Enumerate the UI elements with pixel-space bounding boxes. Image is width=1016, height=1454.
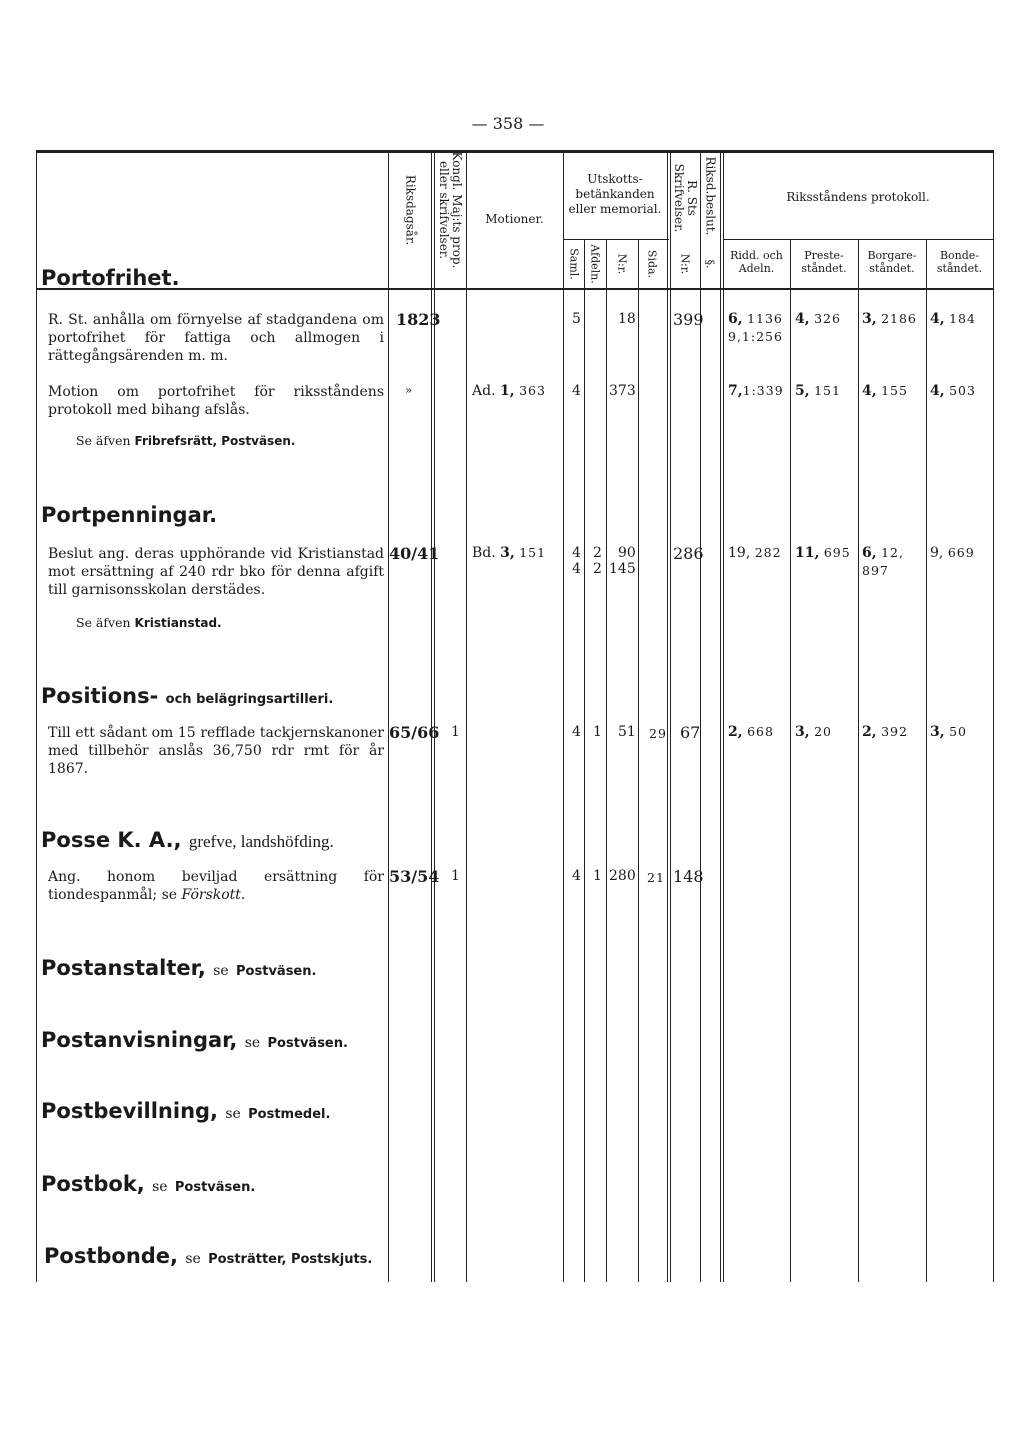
heading-postanvisningar: Postanvisningar, se Postväsen. (41, 1028, 348, 1052)
top-rule (36, 150, 994, 153)
entry-description: Till ett sådant om 15 refflade tackjernskanoner med tillbehör anslås 36,750 rdr rmt för år 1867. (48, 725, 384, 777)
rsts-cell: 148 (673, 867, 704, 886)
see-link[interactable]: Postmedel. (248, 1107, 331, 1122)
subheader-saml: Saml. (567, 248, 581, 280)
subheader-sida: Sida. (645, 249, 659, 279)
see-link[interactable]: Postväsen. (236, 964, 317, 979)
saml-cell: 4 (572, 868, 581, 884)
saml-cell: 5 (572, 311, 581, 327)
see-link[interactable]: Postväsen. (174, 1180, 256, 1195)
col-line (858, 240, 859, 1282)
col-line (720, 152, 721, 1282)
see-also: Se äfven Fribrefsrätt, Postväsen. (76, 433, 296, 448)
heading-posse: Posse K. A., grefve, landshöfding. (41, 828, 334, 852)
ridd-cell: 6, 1136 (728, 311, 783, 327)
col-line (606, 240, 607, 1282)
bonde-cell: 4, 503 (930, 383, 976, 399)
heading-portofrihet: Portofrihet. (41, 266, 180, 290)
borgare-cell: 4, 155 (862, 383, 908, 399)
see-also-link[interactable]: Kristianstad. (134, 616, 222, 630)
nr-cell: 280 (609, 868, 636, 884)
bonde-cell: 9, 669 (930, 545, 975, 561)
preste-cell: 11, 695 (795, 545, 851, 561)
preste-cell: 5, 151 (795, 383, 841, 399)
afdeln-cell: 1 (593, 724, 602, 740)
heading-postbok: Postbok, se Postväsen. (41, 1172, 256, 1196)
rsts-cell: 67 (680, 723, 701, 742)
col-line (388, 152, 389, 1282)
col-line (638, 240, 639, 1282)
nr-cell: 145 (609, 561, 636, 577)
motion-cell: Ad. 1, 363 (472, 383, 546, 399)
heading-postanstalter: Postanstalter, se Postväsen. (41, 956, 317, 980)
saml-cell: 4 (572, 545, 581, 561)
motion-cell: Bd. 3, 151 (472, 545, 547, 561)
col-line (36, 152, 37, 1282)
subheader-borgare: Borgare- ståndet. (867, 249, 917, 275)
see-also: Se äfven Kristianstad. (76, 615, 222, 630)
subheader-nr: N:r. (615, 253, 629, 275)
borgare-cell: 897 (862, 563, 889, 578)
year-cell: 53/54 (389, 867, 440, 886)
header-riksdbeslut: Riksd.beslut. (703, 156, 718, 236)
ridd-cell: 2, 668 (728, 724, 774, 740)
nr-cell: 51 (618, 724, 636, 740)
borgare-cell: 2, 392 (862, 724, 908, 740)
nr-cell: 90 (618, 545, 636, 561)
col-line (723, 152, 724, 1282)
entry-description: R. St. anhålla om förnyelse af stadgandena om portofrihet för fattiga och allmogen i rättegångsärenden m. m. (48, 312, 384, 364)
col-line (563, 152, 564, 1282)
col-line (926, 240, 927, 1282)
sida-cell: 21 (647, 870, 665, 885)
kongl-cell: 1 (451, 724, 460, 740)
subheader-ridd: Ridd. och Adeln. (730, 249, 783, 275)
kongl-cell: 1 (451, 868, 460, 884)
see-link[interactable]: Postväsen. (267, 1036, 348, 1051)
entry-description: Ang. honom beviljad ersättning för tiondespanmål; se Förskott. (48, 869, 384, 903)
cross-reference[interactable]: Förskott. (181, 887, 246, 903)
header-rsts: R. Sts Skrifvelser. (672, 163, 699, 233)
bonde-cell: 4, 184 (930, 311, 976, 327)
saml-cell: 4 (572, 724, 581, 740)
subheader-afdeln: Afdeln. (588, 244, 602, 284)
subheader-bonde: Bonde- ståndet. (936, 249, 983, 275)
afdeln-cell: 1 (593, 868, 602, 884)
heading-postbevillning: Postbevillning, se Postmedel. (41, 1099, 331, 1123)
ridd-cell: 9,1:256 (728, 329, 783, 344)
col-line (584, 240, 585, 1282)
header-utskotts: Utskotts- betänkanden eller memorial. (568, 172, 662, 216)
rsts-cell: 399 (673, 310, 704, 329)
afdeln-cell: 2 (593, 561, 602, 577)
ridd-cell: 7,1:339 (728, 383, 784, 399)
bonde-cell: 3, 50 (930, 724, 967, 740)
heading-positions: Positions- och belägringsartilleri. (41, 684, 334, 708)
preste-cell: 3, 20 (795, 724, 832, 740)
borgare-cell: 3, 2186 (862, 311, 917, 327)
subheader-preste: Preste- ståndet. (801, 249, 847, 275)
col-line (993, 152, 994, 1282)
ridd-cell: 19, 282 (728, 545, 782, 561)
header-kongl: Kongl. Maj:ts prop. eller skrifvelser. (437, 151, 464, 269)
heading-portpenningar: Portpenningar. (41, 503, 218, 527)
col-line (790, 240, 791, 1282)
year-cell: 1823 (396, 310, 441, 329)
utskotts-subrule (563, 239, 669, 240)
subheader-nr2: N:r. (678, 253, 692, 275)
col-line (667, 152, 668, 1282)
sida-cell: 29 (649, 726, 667, 741)
nr-cell: 18 (618, 311, 636, 327)
see-also-link[interactable]: Fribrefsrätt, Postväsen. (134, 434, 296, 448)
col-line (466, 152, 467, 1282)
col-line (670, 152, 671, 1282)
saml-cell: 4 (572, 561, 581, 577)
afdeln-cell: 2 (593, 545, 602, 561)
entry-description: Motion om portofrihet för riksståndens protokoll med bihang afslås. (48, 384, 384, 418)
header-protokoll: Riksståndens protokoll. (786, 190, 930, 204)
heading-postbonde: Postbonde, se Posträtter, Postskjuts. (44, 1244, 373, 1268)
year-cell: 65/66 (389, 723, 440, 742)
header-motioner: Motioner. (485, 212, 544, 226)
rsts-cell: 286 (673, 544, 704, 563)
header-riksdagsar: Riksdagsår. (403, 174, 418, 246)
borgare-cell: 6, 12, (862, 545, 904, 561)
year-cell: 40/41 (389, 544, 440, 563)
see-link[interactable]: Posträtter, Postskjuts. (208, 1252, 373, 1267)
subheader-paragraph: §. (703, 259, 717, 269)
nr-cell: 373 (609, 383, 636, 399)
entry-description: Beslut ang. deras upphörande vid Kristianstad mot ersättning af 240 rdr bko för denna afgift till garnisonsskolan derstädes. (48, 546, 384, 598)
preste-cell: 4, 326 (795, 311, 841, 327)
year-cell: » (405, 383, 413, 397)
saml-cell: 4 (572, 383, 581, 399)
header-rule (36, 288, 994, 290)
page-number: — 358 — (471, 114, 545, 133)
